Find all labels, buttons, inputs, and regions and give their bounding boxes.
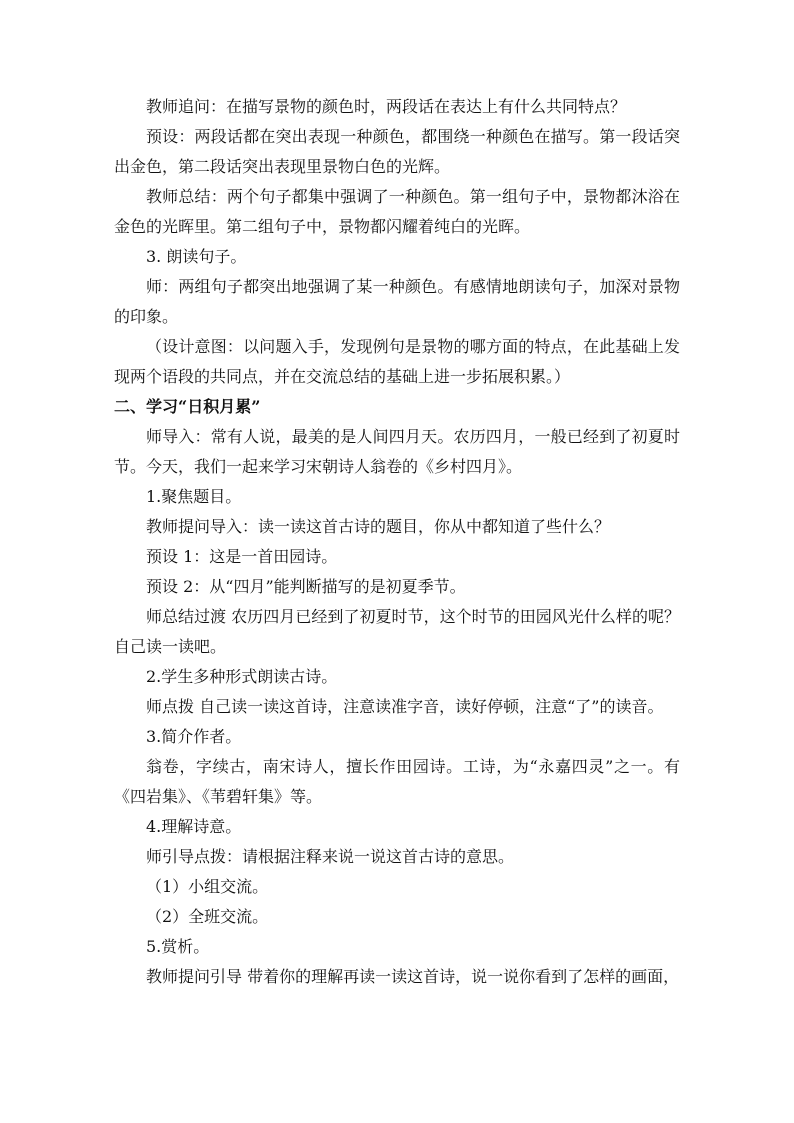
- paragraph: 师导入：常有人说，最美的是人间四月天。农历四月，一般已经到了初夏时节。今天，我们一起来学习宋朝诗人翁卷的《乡村四月》。: [114, 427, 680, 476]
- paragraph: 教师提问引导 带着你的理解再读一读这首诗，说一说你看到了怎样的画面，: [146, 967, 680, 986]
- paragraph: 师点拨 自己读一读这首诗，注意读准字音，读好停顿，注意“了”的读音。: [146, 697, 664, 716]
- section-heading: 二、学习“日积月累”: [114, 397, 261, 416]
- paragraph: 预设 2：从“四月”能判断描写的是初夏季节。: [146, 577, 466, 596]
- paragraph: 师引导点拨：请根据注释来说一说这首古诗的意思。: [146, 847, 515, 866]
- paragraph: 预设：两段话都在突出表现一种颜色，都围绕一种颜色在描写。第一段话突出金色，第二段话突出表现里景物白色的光辉。: [114, 127, 680, 176]
- paragraph: 1.聚焦题目。: [146, 487, 242, 506]
- paragraph: 5.赏析。: [146, 937, 210, 956]
- paragraph: 预设 1：这是一首田园诗。: [146, 547, 338, 566]
- paragraph: 教师总结：两个句子都集中强调了一种颜色。第一组句子中，景物都沐浴在金色的光晖里。第二组句子中，景物都闪耀着纯白的光晖。: [114, 187, 680, 236]
- paragraph: 教师提问导入：读一读这首古诗的题目，你从中都知道了些什么？: [146, 517, 611, 536]
- document-body: [114, 92, 680, 992]
- paragraph: 师总结过渡 农历四月已经到了初夏时节，这个时节的田园风光什么样的呢？自己读一读吧。: [114, 607, 680, 656]
- paragraph: （1）小组交流。: [146, 877, 269, 896]
- paragraph: （2）全班交流。: [146, 907, 269, 926]
- paragraph: 翁卷，字续古，南宋诗人，擅长作田园诗。工诗，为“永嘉四灵”之一。有《四岩集》、《苇碧轩集》等。: [114, 757, 680, 806]
- paragraph: 2.学生多种形式朗读古诗。: [146, 667, 338, 686]
- paragraph: 3.简介作者。: [146, 727, 242, 746]
- paragraph: （设计意图：以问题入手，发现例句是景物的哪方面的特点，在此基础上发现两个语段的共同点，并在交流总结的基础上进一步拓展积累。）: [114, 337, 680, 386]
- paragraph: 师：两组句子都突出地强调了某一种颜色。有感情地朗读句子，加深对景物的印象。: [114, 277, 680, 326]
- paragraph: 教师追问：在描写景物的颜色时，两段话在表达上有什么共同特点？: [146, 97, 627, 116]
- paragraph: 3. 朗读句子。: [146, 247, 247, 266]
- paragraph: 4.理解诗意。: [146, 817, 242, 836]
